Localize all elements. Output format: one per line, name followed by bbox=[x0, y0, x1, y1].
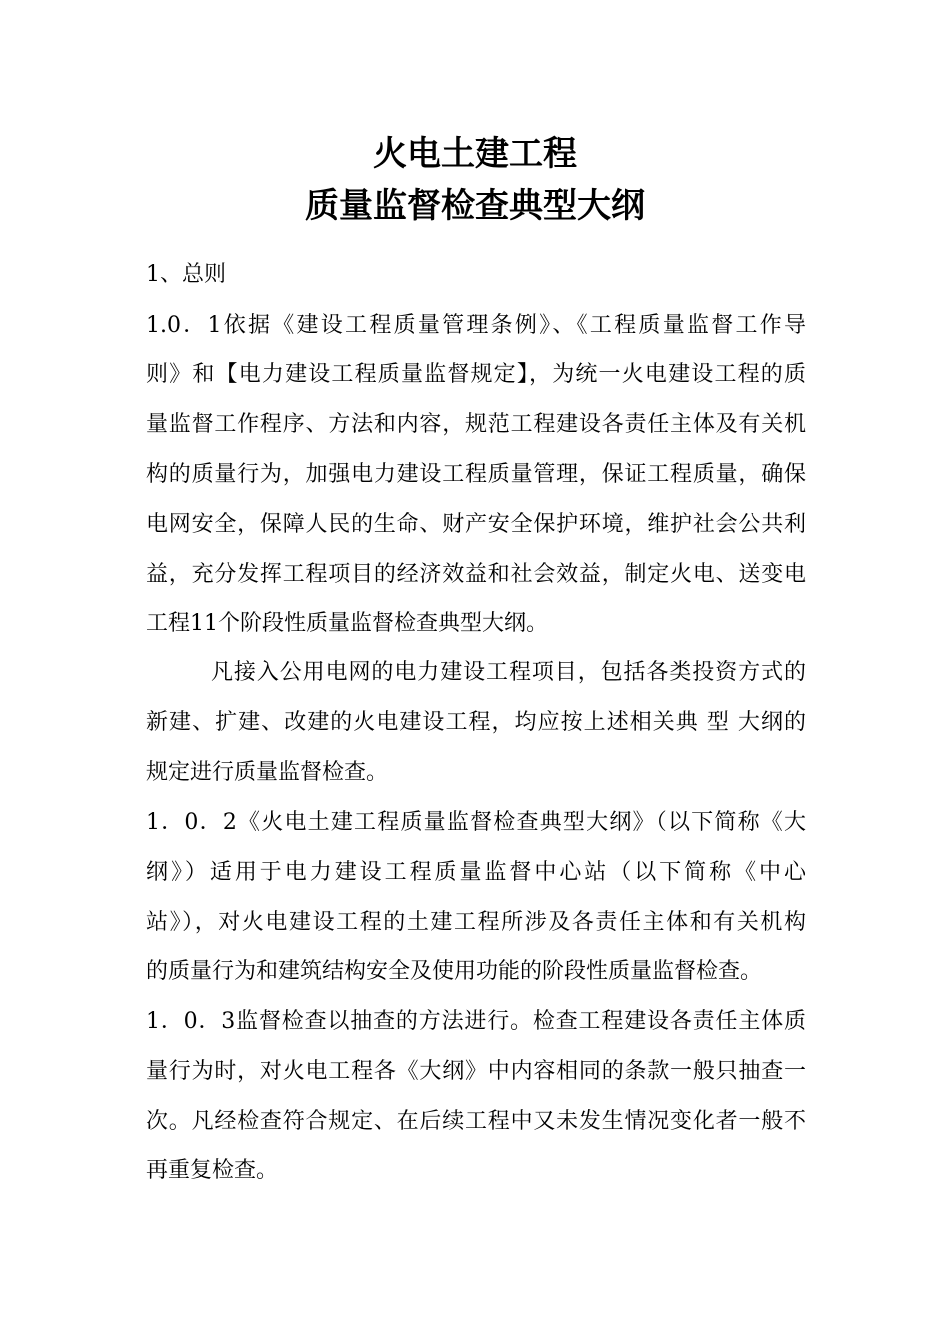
text-line: 纲》）适用于电力建设工程质量监督中心站（以下简称《中心 bbox=[146, 860, 806, 885]
text-line: 1.0．1依据《建设工程质量管理条例》、《工程质量监督工作导 bbox=[146, 313, 806, 338]
text-line: 1．0．3监督检查以抽查的方法进行。检查工程建设各责任主体质 bbox=[146, 1009, 806, 1034]
text-line: 益，充分发挥工程项目的经济效益和社会效益，制定火电、送变电 bbox=[146, 562, 806, 587]
text-line: 再重复检查。 bbox=[146, 1158, 279, 1183]
document-title-line-1: 火电土建工程 bbox=[373, 134, 577, 174]
text-line: 量监督工作程序、方法和内容，规范工程建设各责任主体及有关机 bbox=[146, 412, 806, 437]
text-line: 的质量行为和建筑结构安全及使用功能的阶段性质量监督检查。 bbox=[146, 959, 763, 984]
text-line: 电网安全，保障人民的生命、财产安全保护环境，维护社会公共利 bbox=[146, 512, 806, 537]
text-line: 工程11个阶段性质量监督检查典型大纲。 bbox=[146, 611, 548, 636]
text-line: 规定进行质量监督检查。 bbox=[146, 760, 389, 785]
text-line: 新建、扩建、改建的火电建设工程，均应按上述相关典 型 大纲的 bbox=[146, 710, 806, 735]
document-title-line-2: 质量监督检查典型大纲 bbox=[305, 186, 645, 226]
text-line: 次。凡经检查符合规定、在后续工程中又未发生情况变化者一般不 bbox=[146, 1109, 806, 1134]
text-line: 站》），对火电建设工程的土建工程所涉及各责任主体和有关机构 bbox=[146, 910, 806, 935]
text-line: 则》和【电力建设工程质量监督规定】，为统一火电建设工程的质 bbox=[146, 362, 806, 387]
text-line: 构的质量行为，加强电力建设工程质量管理，保证工程质量，确保 bbox=[146, 462, 806, 487]
text-line: 量行为时，对火电工程各《大纲》中内容相同的条款一般只抽查一 bbox=[146, 1059, 806, 1084]
section-heading-general: 1、总则 bbox=[146, 262, 226, 287]
text-line: 凡接入公用电网的电力建设工程项目，包括各类投资方式的 bbox=[211, 660, 806, 685]
text-line: 1．0．2《火电土建工程质量监督检查典型大纲》（以下简称《大 bbox=[146, 810, 806, 835]
